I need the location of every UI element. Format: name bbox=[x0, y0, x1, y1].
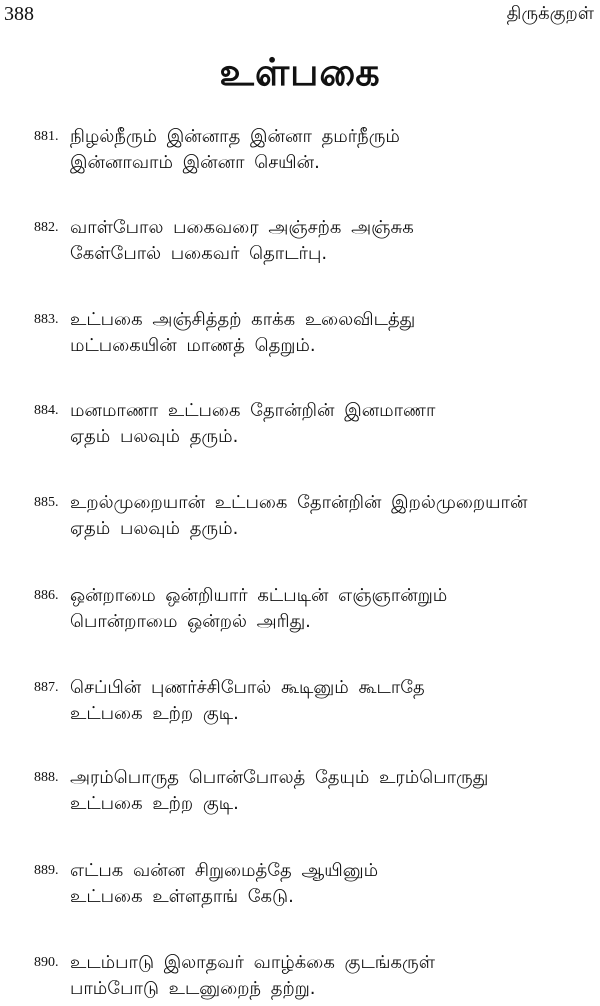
verse-number: 890. bbox=[34, 955, 59, 970]
verse-line-2: இன்னாவாம் இன்னா செயின். bbox=[70, 152, 320, 173]
verse-line-1: நிழல்நீரும் இன்னாத இன்னா தமர்நீரும் bbox=[70, 126, 400, 147]
verse-line-1: மனமாணா உட்பகை தோன்றின் இனமாணா bbox=[70, 400, 436, 421]
verse-line-2: ஏதம் பலவும் தரும். bbox=[70, 426, 239, 447]
verse-number: 881. bbox=[34, 129, 59, 144]
chapter-title: உள்பகை bbox=[219, 50, 381, 94]
verse-line-1: உறல்முறையான் உட்பகை தோன்றின் இறல்முறையான் bbox=[70, 492, 528, 513]
verse-line-2: உட்பகை உள்ளதாங் கேடு. bbox=[70, 886, 294, 907]
verse-number: 886. bbox=[34, 588, 59, 603]
verse-line-2: உட்பகை உற்ற குடி. bbox=[70, 703, 239, 724]
verse-line-1: உட்பகை அஞ்சித்தற் காக்க உலைவிடத்து bbox=[70, 309, 416, 330]
verse-line-2: ஏதம் பலவும் தரும். bbox=[70, 518, 239, 539]
verse-number: 889. bbox=[34, 863, 59, 878]
page-number: 388 bbox=[4, 3, 34, 25]
verse-line-1: ஒன்றாமை ஒன்றியார் கட்படின் எஞ்ஞான்றும் bbox=[70, 585, 448, 606]
verse-line-1: அரம்பொருத பொன்போலத் தேயும் உரம்பொருது bbox=[70, 767, 489, 788]
verse-line-2: பாம்போடு உடனுறைந் தற்று. bbox=[70, 978, 316, 999]
verse-line-2: உட்பகை உற்ற குடி. bbox=[70, 793, 239, 814]
verse-number: 888. bbox=[34, 770, 59, 785]
verse-line-1: செப்பின் புணர்ச்சிபோல் கூடினும் கூடாதே bbox=[70, 677, 425, 698]
verse-line-2: மட்பகையின் மாணத் தெறும். bbox=[70, 335, 316, 356]
verse-number: 885. bbox=[34, 495, 59, 510]
verse-line-2: கேள்போல் பகைவர் தொடர்பு. bbox=[70, 243, 328, 264]
verse-number: 883. bbox=[34, 312, 59, 327]
verse-line-1: உடம்பாடு இலாதவர் வாழ்க்கை குடங்கருள் bbox=[70, 952, 435, 973]
verse-number: 887. bbox=[34, 680, 59, 695]
verse-line-1: எட்பக வன்ன சிறுமைத்தே ஆயினும் bbox=[70, 860, 379, 881]
verse-line-1: வாள்போல பகைவரை அஞ்சற்க அஞ்சுக bbox=[70, 217, 414, 238]
verse-number: 882. bbox=[34, 220, 59, 235]
running-head: திருக்குறள் bbox=[506, 3, 594, 24]
verse-number: 884. bbox=[34, 403, 59, 418]
verse-line-2: பொன்றாமை ஒன்றல் அரிது. bbox=[70, 611, 311, 632]
